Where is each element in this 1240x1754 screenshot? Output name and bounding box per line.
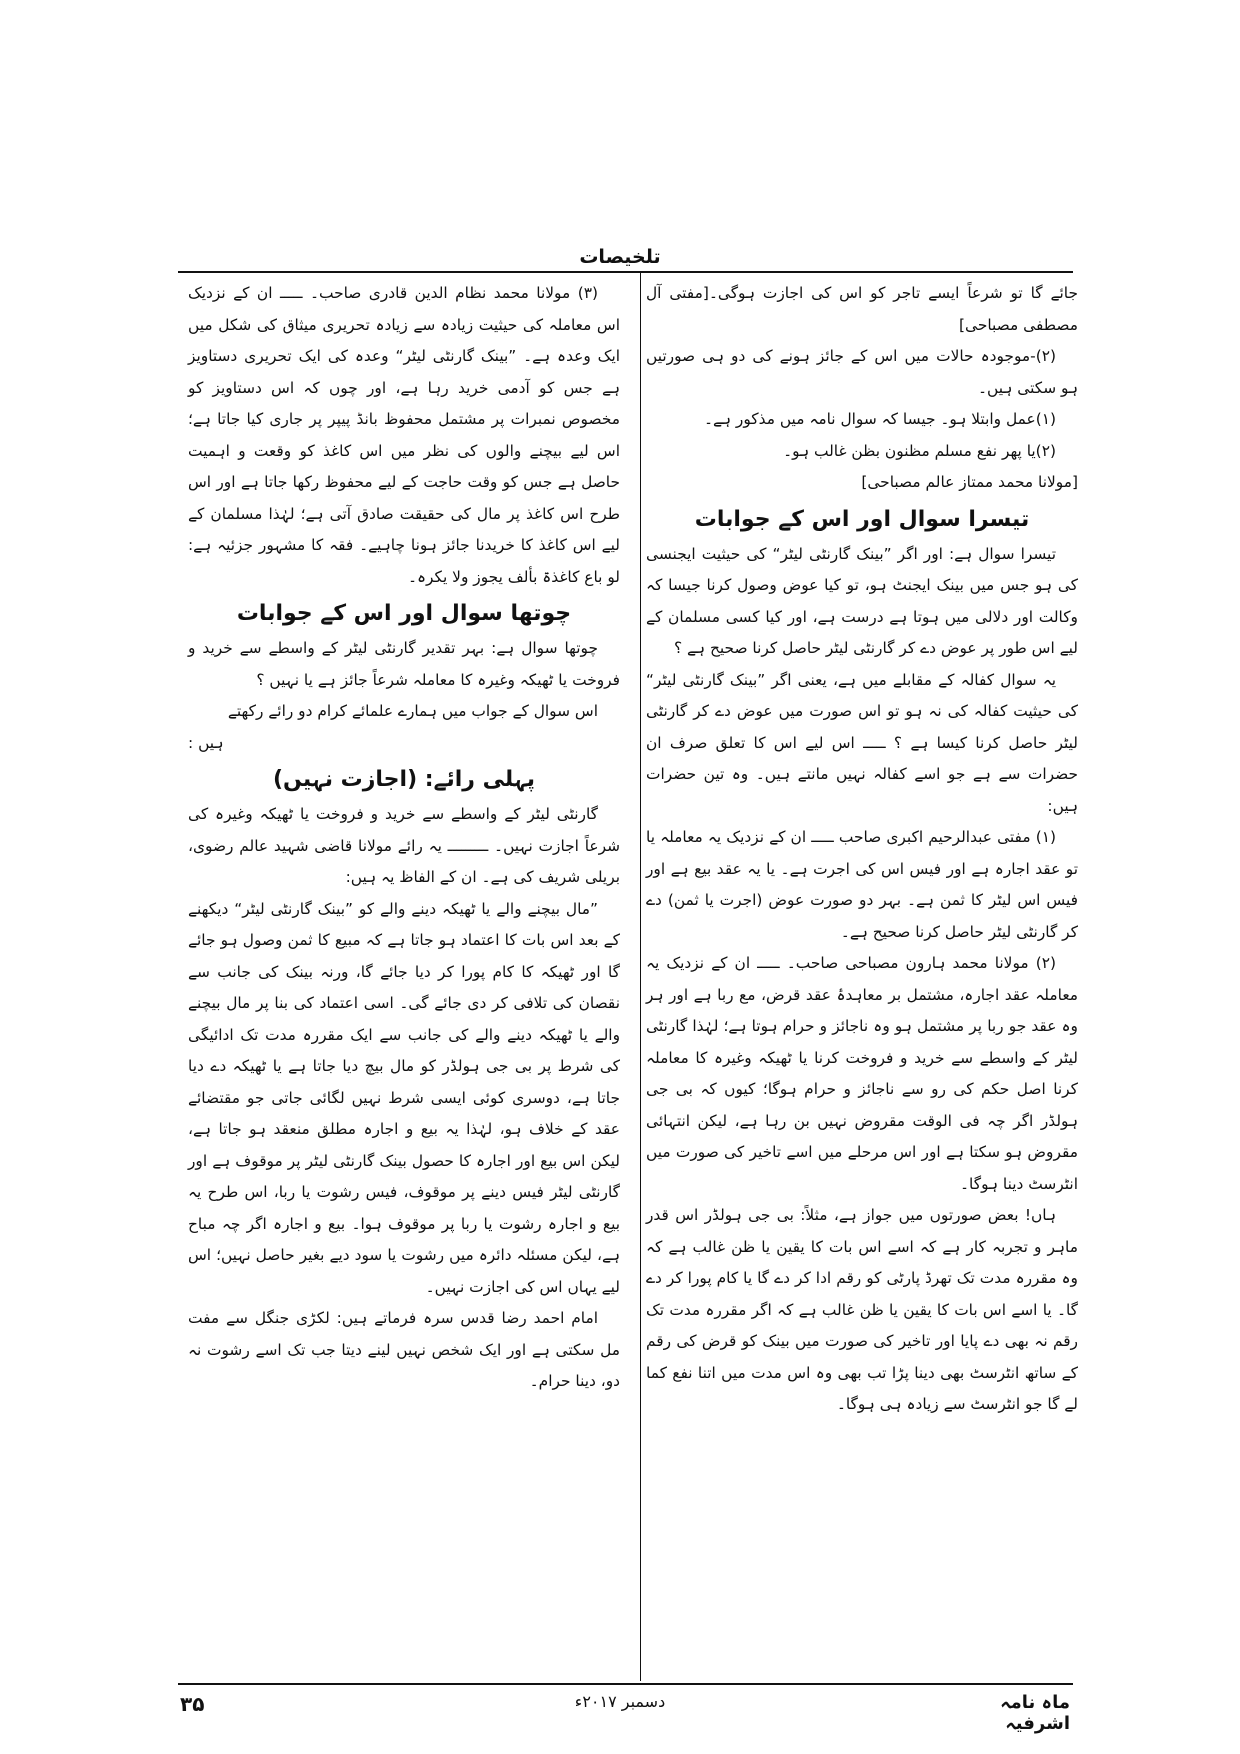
right-column: [646, 278, 1078, 1421]
footer-issue-date: دسمبر ۲۰۱۷ء: [574, 1692, 666, 1711]
body-paragraph: چوتھا سوال ہے: بہر تقدیر گارنٹی لیٹر کے واسطے سے خرید و فروخت یا ٹھیکہ وغیرہ کا معاملہ شرعاً جائز ہے یا نہیں ؟: [188, 639, 620, 689]
footer-rule: [178, 1683, 1073, 1685]
section-heading: پہلی رائے: (اجازت نہیں): [273, 767, 535, 792]
body-paragraph: (۲)-موجودہ حالات میں اس کے جائز ہونے کی دو ہی صورتیں ہو سکتی ہیں۔: [646, 347, 1078, 397]
body-paragraph: امام احمد رضا قدس سرہ فرماتے ہیں: لکڑی جنگل سے مفت مل سکتی ہے اور ایک شخص نہیں لینے دیتا جب تک اسے رشوت نہ دو، دینا حرام۔: [188, 1309, 620, 1390]
body-paragraph: (۲) مولانا محمد ہارون مصباحی صاحب۔ ـــــ ان کے نزدیک یہ معاملہ عقد اجارہ، مشتمل بر معاہدۂ عقد قرض، مع ربا ہے اور ہر وہ عقد جو ربا پر مشتمل ہو وہ ناجائز و حرام ہوتا ہے؛ لہٰذا گارنٹی لیٹر کے واسطے سے خرید و فروخت کرنا یا ٹھیکہ وغیرہ کا معاملہ کرنا اصل حکم کی رو سے ناجائز و حرام ہوگا؛ کیوں کہ بی جی ہولڈر اگر چہ فی الوقت مقروض نہیں بن رہا ہے، لیکن انتہائی مقروض ہو سکتا ہے اور اس مرحلے میں اسے تاخیر کی صورت میں انٹرسٹ دینا ہوگا۔: [646, 954, 1078, 1193]
footer-magazine-name: ماہ نامہ اشرفیہ: [1000, 1692, 1070, 1734]
section-heading: چوتھا سوال اور اس کے جوابات: [236, 601, 572, 626]
body-paragraph: [مولانا محمد ممتاز عالم مصباحی]: [861, 473, 1078, 491]
body-paragraph: یہ سوال کفالہ کے مقابلے میں ہے، یعنی اگر ”بینک گارنٹی لیٹر“ کی حیثیت کفالہ کی نہ ہو تو اس صورت میں عوض دے کر گارنٹی لیٹر حاصل کرنا کیسا ہے ؟ ـــــ اس لیے اس کا تعلق صرف ان حضرات سے ہے جو اسے کفالہ نہیں مانتے ہیں۔ وہ تین حضرات ہیں:: [646, 670, 1078, 815]
body-paragraph: ہاں! بعض صورتوں میں جواز ہے، مثلاً: بی جی ہولڈر اس قدر ماہر و تجربہ کار ہے کہ اسے اس بات کا یقین یا ظن غالب ہے کہ وہ مقررہ مدت تک تھرڈ پارٹی کو رقم ادا کر دے گا یا کام پورا کر دے گا۔ یا اسے اس بات کا یقین یا ظن غالب ہے کہ اگر مقررہ مدت تک رقم نہ بھی دے پایا اور تاخیر کی صورت میں بینک کو قرض کی رقم کے ساتھ انٹرسٹ بھی دینا پڑا تب بھی وہ اس مدت میں اتنا نفع کما لے گا جو انٹرسٹ سے زیادہ ہی ہوگا۔: [646, 1206, 1078, 1413]
section-heading: تیسرا سوال اور اس کے جوابات: [694, 506, 1030, 532]
body-paragraph: ہیں :: [188, 733, 224, 752]
column-divider: [640, 273, 641, 1681]
body-paragraph: (۲)یا پھر نفع مسلم مظنون بظن غالب ہو۔: [783, 441, 1056, 460]
body-paragraph: (۱)عمل وابتلا ہو۔ جیسا کہ سوال نامہ میں مذکور ہے۔: [703, 410, 1056, 428]
left-column: [188, 278, 620, 1398]
page-header-title: تلخیصات: [579, 246, 661, 268]
body-paragraph: اس سوال کے جواب میں ہمارے علمائے کرام دو رائے رکھتے: [227, 702, 598, 720]
body-paragraph: (۱) مفتی عبدالرحیم اکبری صاحب ـــــ ان کے نزدیک یہ معاملہ یا تو عقد اجارہ ہے اور فیس اس کی اجرت ہے۔ یا یہ عقد بیع ہے اور فیس اس لیٹر کا ثمن ہے۔ بہر دو صورت عوض (اجرت یا ثمن) دے کر گارنٹی لیٹر حاصل کرنا صحیح ہے۔: [646, 828, 1078, 941]
footer-page-number: ۳۵: [180, 1692, 205, 1716]
body-paragraph: گارنٹی لیٹر کے واسطے سے خرید و فروخت یا ٹھیکہ وغیرہ کی شرعاً اجازت نہیں۔ ـــــــــ یہ رائے مولانا قاضی شہید عالم رضوی، بریلی شریف کی ہے۔ ان کے الفاظ یہ ہیں:: [188, 805, 620, 886]
header-rule: [178, 271, 1073, 273]
body-paragraph: ”مال بیچنے والے یا ٹھیکہ دینے والے کو ”بینک گارنٹی لیٹر“ دیکھنے کے بعد اس بات کا اعتماد ہو جاتا ہے کہ مبیع کا ثمن وصول ہو جائے گا اور ٹھیکہ کا کام پورا کر دیا جائے گا، ورنہ بینک کی جانب سے نقصان کی تلافی کر دی جائے گی۔ اسی اعتماد کی بنا پر مال بیچنے والے یا ٹھیکہ دینے والے کی جانب سے ایک مقررہ مدت تک ادائیگی کی شرط پر بی جی ہولڈر کو مال بیچ دیا جاتا ہے یا ٹھیکہ دے دیا جاتا ہے، دوسری کوئی ایسی شرط نہیں لگائی جاتی جو مقتضائے عقد کے خلاف ہو، لہٰذا یہ بیع و اجارہ مطلق منعقد ہو جاتا ہے، لیکن اس بیع اور اجارہ کا حصول بینک گارنٹی لیٹر پر موقوف ہے اور گارنٹی لیٹر فیس دینے پر موقوف، فیس رشوت یا ربا، اس طرح یہ بیع و اجارہ رشوت یا ربا پر موقوف ہوا۔ بیع و اجارہ اگر چہ مباح ہے، لیکن مسئلہ دائرہ میں رشوت یا سود دیے بغیر حاصل نہیں؛ اس لیے یہاں اس کی اجازت نہیں۔: [188, 899, 620, 1296]
body-paragraph: جائے گا تو شرعاً ایسے تاجر کو اس کی اجازت ہوگی۔[مفتی آل مصطفی مصباحی]: [646, 284, 1078, 334]
body-paragraph: (۳) مولانا محمد نظام الدین قادری صاحب۔ ـــــ ان کے نزدیک اس معاملہ کی حیثیت زیادہ سے زیادہ تحریری میثاق کی شکل میں ایک وعدہ ہے۔ ”بینک گارنٹی لیٹر“ وعدہ کی ایک تحریری دستاویز ہے جس کو آدمی خرید رہا ہے، اور چوں کہ اس دستاویز کو مخصوص نمبرات پر مشتمل محفوظ بانڈ پیپر پر جاری کیا جاتا ہے؛ اس لیے بیچنے والوں کی نظر میں اس کاغذ کو وقعت و اہمیت حاصل ہے جس کو وقت حاجت کے لیے محفوظ رکھا جاتا ہے اور اس طرح اس کاغذ پر مال کی حقیقت صادق آتی ہے؛ لہٰذا مسلمان کے لیے اس کاغذ کا خریدنا جائز ہونا چاہیے۔ فقہ کا مشہور جزئیہ ہے: لو باع کاغذۃ بألف یجوز ولا یکرہ۔: [188, 284, 620, 586]
body-paragraph: تیسرا سوال ہے: اور اگر ”بینک گارنٹی لیٹر“ کی حیثیت ایجنسی کی ہو جس میں بینک ایجنٹ ہو، تو کیا عوض وصول کرنا جیسا کہ وکالت اور دلالی میں ہوتا ہے درست ہے، اور کیا کسی مسلمان کے لیے اس طور پر عوض دے کر گارنٹی لیٹر حاصل کرنا صحیح ہے ؟: [646, 544, 1078, 657]
